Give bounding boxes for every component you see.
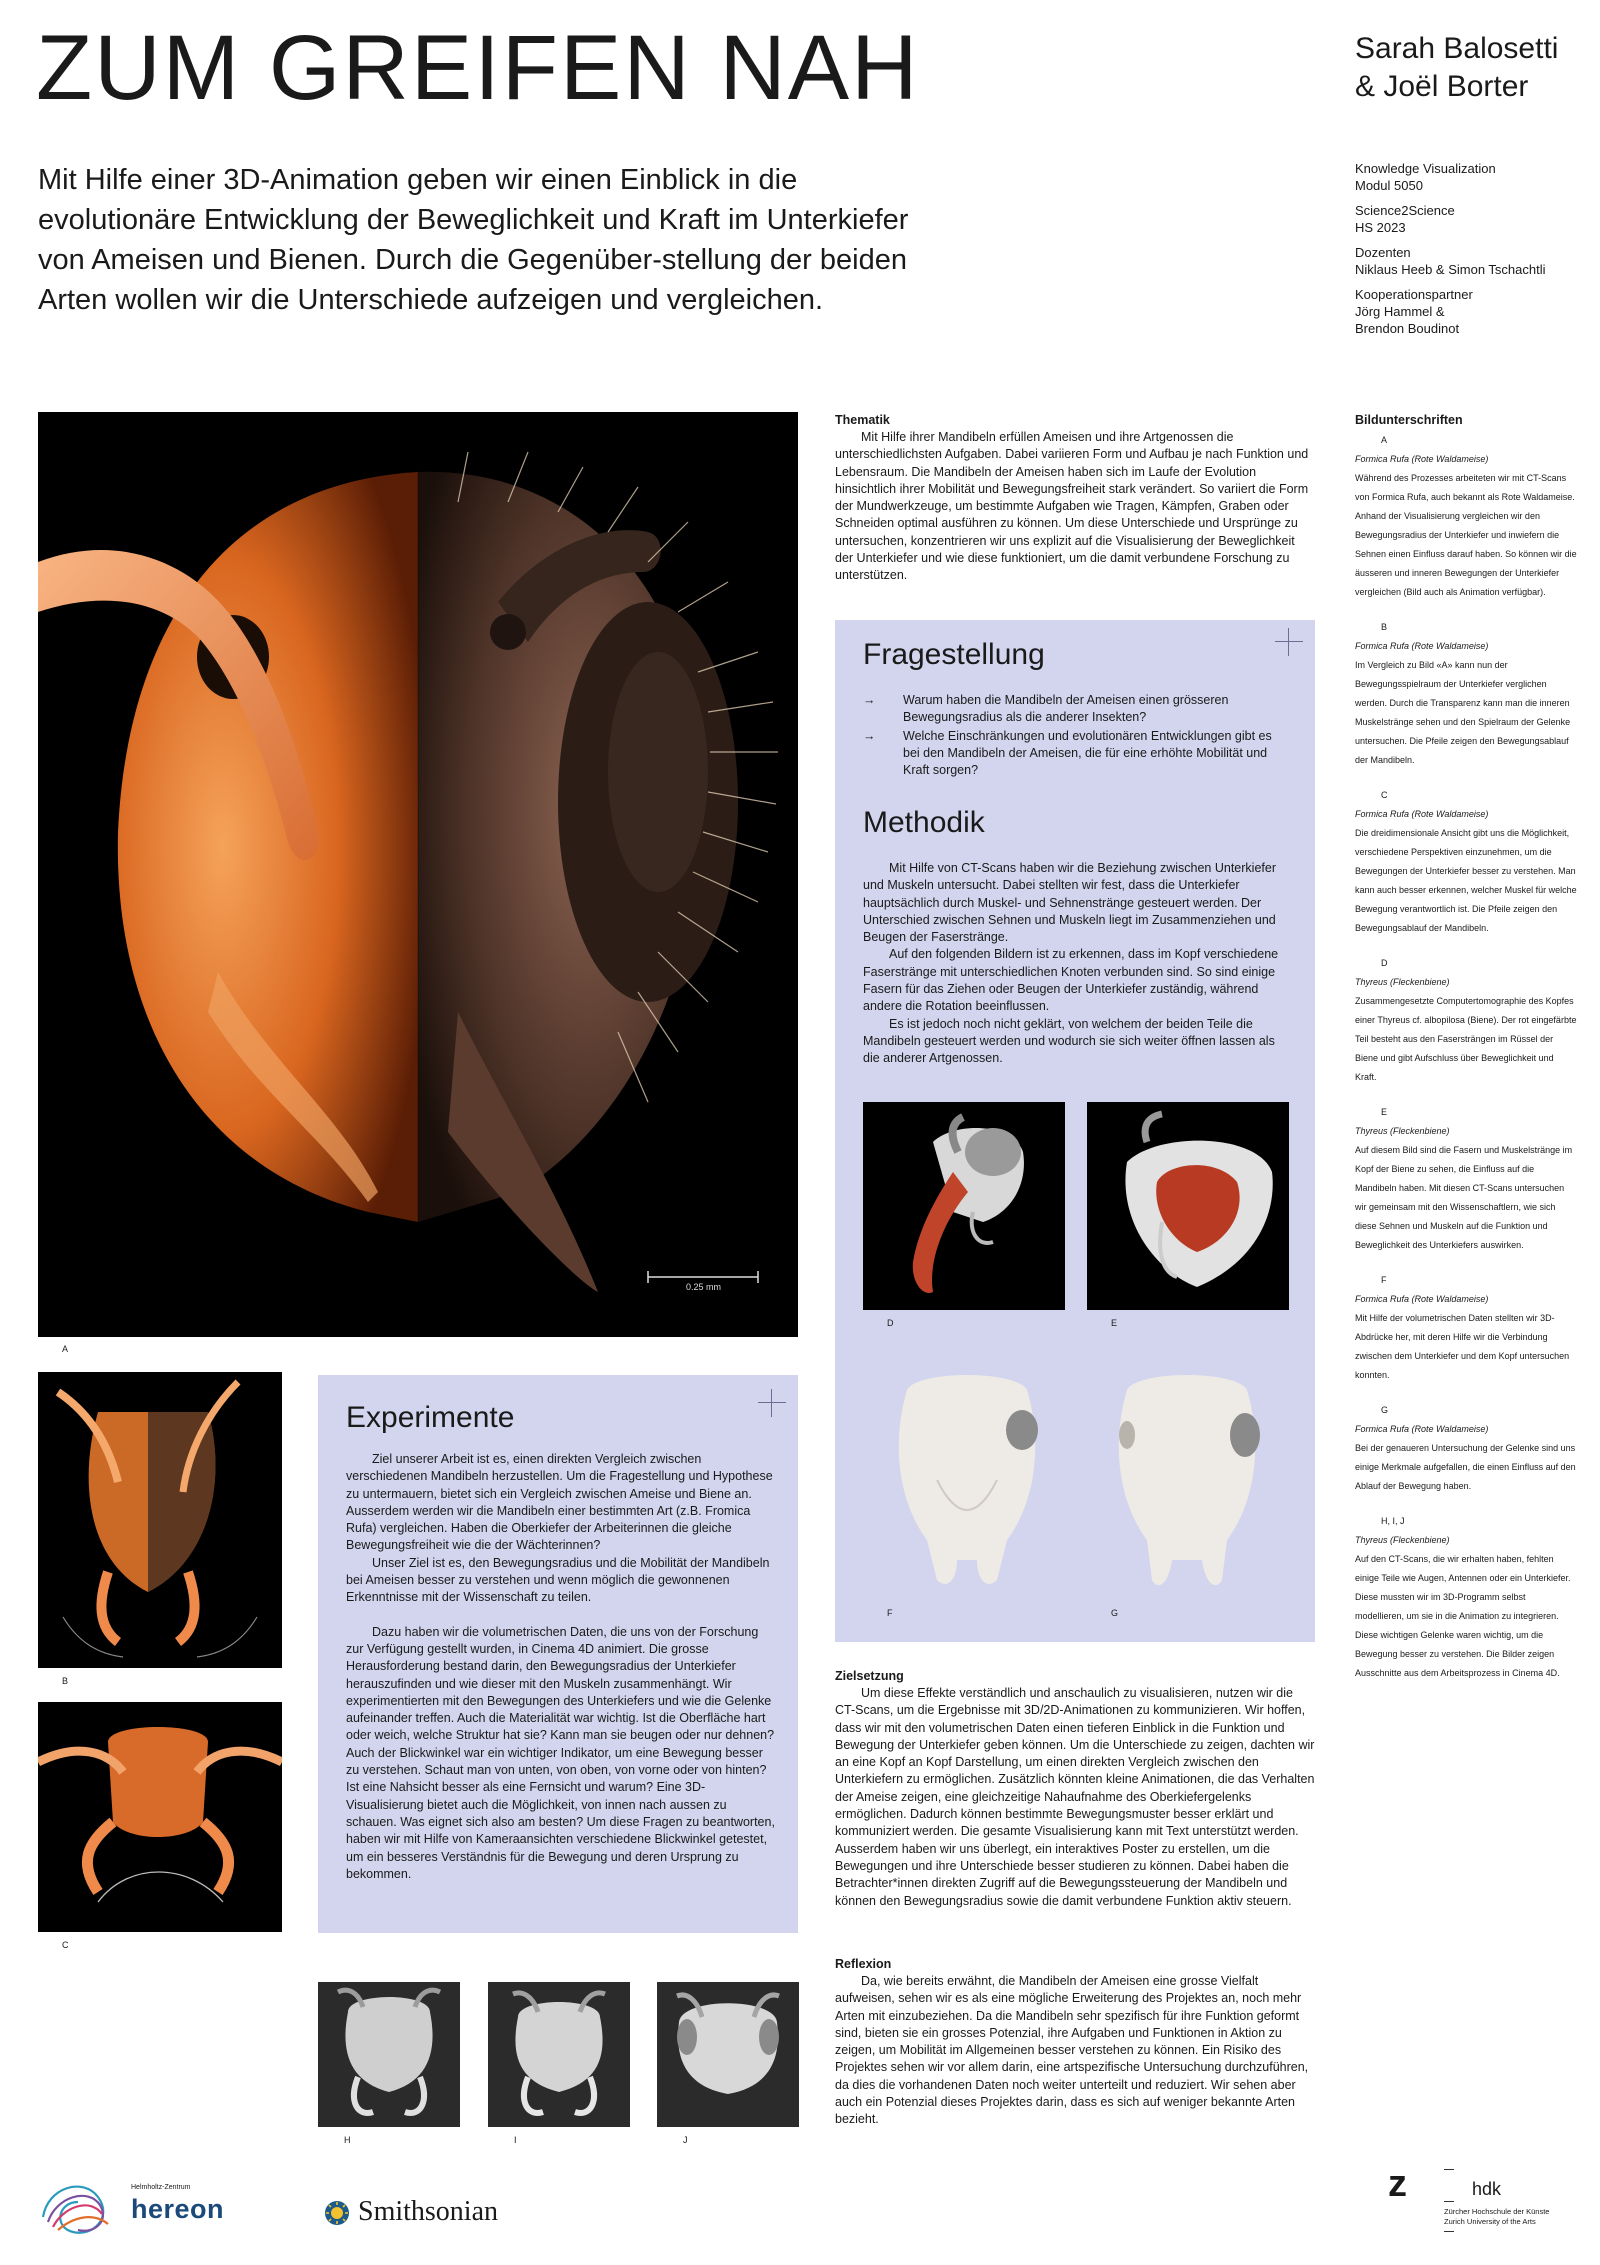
legend-letter: E <box>1381 1107 1388 1117</box>
fragestellung-item: → Welche Einschränkungen und evolutionären Entwicklungen gibt es bei den Mandibeln der Ameisen, die für eine erhöhte Mobilität und Kraft sorgen? <box>863 729 1272 777</box>
meta-program: Science2Science HS 2023 <box>1355 203 1455 235</box>
legend-item <box>1355 1103 1577 1255</box>
legend-letter: A <box>1381 435 1388 445</box>
hereon-wordmark: hereon <box>131 2194 225 2224</box>
arrow-right-icon: → <box>863 693 876 707</box>
figure-j-bee-head <box>657 1982 799 2127</box>
hereon-wave-icon <box>38 2172 138 2244</box>
ct-scan-d-illustration <box>863 1102 1065 1310</box>
legend-item <box>1355 1401 1577 1496</box>
figure-b-label: B <box>62 1676 69 1686</box>
bee-head-render-j <box>657 1982 799 2127</box>
course-meta <box>1355 160 1585 345</box>
fragestellung-methodik-panel <box>835 620 1315 1642</box>
methodik-body <box>863 860 1283 1068</box>
legend-item <box>1355 954 1577 1087</box>
experimente-p3: Dazu haben wir die volumetrischen Daten, die uns von der Forschung zur Verfügung gestellt wurden, in Cinema 4D animiert. Die grosse Herausforderung bestand darin, den Bewegungsradius der Unterkiefer herauszufinden und wie dieser mit den Muskeln zusammenhängt. Wir experimentierten mit den Bewegungen des Unterkiefers und wie die Gelenke aufeinander treffen. Auch die Materialität war wichtig. Ist die Oberfläche hart oder weich, welche Struktur hat sie? Kann man sie beugen oder nur dehnen? Auch der Blickwinkel war ein wichtiger Indikator, um eine Bewegung besser zu verstehen. Schaut man von unten, von oben, von vorne oder von hinten? Ist eine Nahsicht besser als eine Fernsicht und warum? Eine 3D-Visualisierung bietet auch die Möglichkeit, von innen nach aussen zu schauen. Was eignet sich also am besten? Um diese Fragen zu beantworten, haben wir mit Hilfe von Kameraansichten verschiedene Blickwinkel getestet, um ein besseres Verständnis für die Bewegung und deren Ursprung zu bekommen. <box>346 1624 775 1881</box>
legend-species: Formica Rufa (Rote Waldameise) <box>1355 809 1489 819</box>
thematik-text: Mit Hilfe ihrer Mandibeln erfüllen Ameisen und ihre Artgenossen die unterschiedlichsten Aufgaben. Dabei variieren Form und Aufbau je nach Funktion und Lebensraum. Die Mandibeln der Ameisen haben sich im Laufe der Evolution hinsichtlich ihrer Mobilität und Bewegungsfreiheit stark verändert. So variiert die Form der Mundwerkzeuge, um bestimmte Aufgaben wie Tragen, Kämpfen, Graben oder Schneiden optimal ausführen zu können. Um diese Unterschiede und Ursprünge zu untersuchen, konzentrieren wir uns explizit auf die Visualisierung der Beweglichkeit der Unterkiefer und wie diese funktioniert, um die damit verbundene Forschung zu unterstützen. <box>835 430 1309 583</box>
zhdk-logo <box>1388 2165 1588 2245</box>
zielsetzung-text: Um diese Effekte verständlich und anschaulich zu visualisieren, nutzen wir die CT-Scans, um die Ergebnisse mit 3D/2D-Animationen zu kommunizieren. Wir hoffen, dass wir mit den volumetrischen Daten einen tieferen Einblick in die Funktion und Bewegung der Unterkiefer geben können. Um die Unterschiede zu zeigen, dachten wir an eine Kopf an Kopf Darstellung, um einen direkten Vergleich zwischen den Unterkiefern zu ermöglichen. Zusätzlich könnten kleine Animationen, die das Verhalten der Ameise zeigen, eine gleichzeitige Nahaufnahme des Oberkiefergelenks ermöglichen. Dadurch können bestimmte Bewegungsmuster besser erklärt und kommuniziert werden. Die gesamte Visualisierung kann mit Text unterstützt werden. Ausserdem haben wir uns überlegt, ein interaktives Poster zu erstellen, um die Bewegungen und ihre Unterschiede besser studieren zu können. Dabei haben die Betrachter*innen direkten Zugriff auf die Bewegungssteuerung der Mandibeln und können den Bewegungsradius sowie die damit verbundene Funktion aktiv steuern. <box>835 1686 1315 1908</box>
divider <box>1444 2231 1454 2232</box>
legend-list <box>1355 431 1577 1683</box>
scale-bar-label: 0.25 mm <box>686 1282 722 1292</box>
divider <box>1444 2201 1454 2202</box>
ant-bee-head-illustration <box>38 412 798 1337</box>
legend-text: Im Vergleich zu Bild «A» kann nun der Bewegungsspielraum der Unterkiefer verglichen werden. Durch die Transparenz kann man die inneren Muskelstränge sehen und den Spielraum der Gelenke untersuchen. Die Pfeile zeigen den Bewegungsablauf der Mandibeln. <box>1355 660 1571 765</box>
legend-item <box>1355 618 1577 770</box>
bee-head-render-h <box>318 1982 460 2127</box>
reflexion-section <box>835 1956 1315 2129</box>
legend-letter: B <box>1381 622 1388 632</box>
3d-print-f-illustration <box>877 1360 1057 1600</box>
smithsonian-logo <box>318 2178 538 2238</box>
zhdk-z: z <box>1388 2163 1407 2205</box>
fragestellung-list <box>863 692 1283 781</box>
figure-h-label: H <box>344 2135 351 2145</box>
legend-text: Zusammengesetzte Computertomographie des Kopfes einer Thyreus cf. albopilosa (Biene). Der rot eingefärbte Teil besteht aus den Fasersträngen im Rüssel der Biene und gibt Aufschluss über Beweglichkeit und Kraft. <box>1355 996 1577 1082</box>
meta-partners: Kooperationspartner Jörg Hammel & Brendon Boudinot <box>1355 287 1473 336</box>
legend-species: Thyreus (Fleckenbiene) <box>1355 1535 1450 1545</box>
legend-item <box>1355 1271 1577 1385</box>
legend-letter: G <box>1381 1405 1389 1415</box>
bildunterschriften-section <box>1355 412 1577 1699</box>
figure-d-label: D <box>887 1318 894 1328</box>
figure-i-bee-head <box>488 1982 630 2127</box>
legend-text: Während des Prozesses arbeiteten wir mit CT-Scans von Formica Rufa, auch bekannt als Rote Waldameise. Anhand der Visualisierung vergleichen wir den Bewegungsradius der Unterkiefer und inwiefern die Sehnen einen Einfluss darauf haben. So können wir die äusseren und inneren Bewegungen der Unterkiefer vergleichen (Bild auch als Animation verfügbar). <box>1355 473 1577 597</box>
legend-item <box>1355 1512 1577 1683</box>
fragestellung-item: → Warum haben die Mandibeln der Ameisen einen grösseren Bewegungsradius als die anderer Insekten? <box>863 693 1229 724</box>
experimente-heading: Experimente <box>346 1401 515 1434</box>
legend-species: Thyreus (Fleckenbiene) <box>1355 1126 1450 1136</box>
figure-f-label: F <box>887 1608 893 1618</box>
figure-h-bee-head <box>318 1982 460 2127</box>
bee-head-render-i <box>488 1982 630 2127</box>
reflexion-heading: Reflexion <box>835 1957 892 1971</box>
divider <box>1444 2169 1454 2170</box>
figure-c-ant-front <box>38 1702 282 1932</box>
figure-e-label: E <box>1111 1318 1118 1328</box>
meta-course: Knowledge Visualization Modul 5050 <box>1355 161 1496 193</box>
legend-text: Auf diesem Bild sind die Fasern und Muskelstränge im Kopf der Biene zu sehen, die Einfluss auf die Mandibeln haben. Mit diesen CT-Scans untersuchen wir gemeinsam mit den Wissenschaftlern, wie sich diese Sehnen und Muskeln auf die Funktion und Beweglichkeit des Unterkiefers auswirken. <box>1355 1145 1573 1250</box>
methodik-heading: Methodik <box>863 806 985 839</box>
authors <box>1355 30 1558 106</box>
figure-a-ant-bee-head <box>38 412 798 1337</box>
experimente-p2: Unser Ziel ist es, den Bewegungsradius und die Mobilität der Mandibeln bei Ameisen besser zu verstehen und wenn möglich die gewonnenen Erkenntnisse mit der Wissenschaft zu teilen. <box>346 1555 770 1605</box>
figure-e-ct-scan <box>1087 1102 1289 1310</box>
hereon-logo <box>38 2172 223 2244</box>
legend-letter: H, I, J <box>1381 1516 1405 1526</box>
legend-species: Formica Rufa (Rote Waldameise) <box>1355 454 1489 464</box>
experimente-p1: Ziel unserer Arbeit ist es, einen direkten Vergleich zwischen verschiedenen Mandibeln herzustellen. Um die Fragestellung und Hypothese zu untermauern, bietet sich ein Vergleich zwischen Ameise und Biene an. Ausserdem werden wir die Mandibeln einer bestimmten Art (z.B. Fromica Rufa) vergleichen. Haben die Oberkiefer der Arbeiterinnen die gleiche Bewegungsfreiheit wie die der Wächterinnen? <box>346 1452 773 1553</box>
meta-lecturers: Dozenten Niklaus Heeb & Simon Tschachtli <box>1355 245 1546 277</box>
legend-item <box>1355 786 1577 938</box>
legend-text: Bei der genaueren Untersuchung der Gelenke sind uns einige Merkmale aufgefallen, die einen Einfluss auf den Ablauf der Bewegung haben. <box>1355 1443 1576 1491</box>
zhdk-hdk: hdk <box>1472 2179 1502 2199</box>
plus-icon <box>758 1389 786 1417</box>
smithsonian-wordmark: Smithsonian <box>358 2196 499 2227</box>
poster-title: ZUM GREIFEN NAH <box>36 17 920 119</box>
intro-text: Mit Hilfe einer 3D-Animation geben wir einen Einblick in die evolutionäre Entwicklung der Beweglichkeit und Kraft im Unterkiefer von Ameisen und Bienen. Durch die Gegenüber-stellung der beiden Arten wollen wir die Unterschiede aufzeigen und vergleichen. <box>38 164 909 316</box>
fragestellung-heading: Fragestellung <box>863 638 1045 671</box>
experimente-body <box>346 1451 776 1883</box>
author-2: & Joël Borter <box>1355 70 1529 103</box>
zhdk-name: Zürcher Hochschule der Künste Zurich University of the Arts <box>1444 2207 1550 2226</box>
reflexion-text: Da, wie bereits erwähnt, die Mandibeln der Ameisen eine grosse Vielfalt aufweisen, sehen wir es als eine mögliche Erweiterung des Projektes an, noch mehr Arten mit einzubeziehen. Da die Mandibeln sehr spezifisch für ihre Funktion geformt sind, bieten sie ein grosses Potenzial, ihre Aufgaben und Funktionen in Aktion zu zeigen, um Mobilität im Allgemeinen besser verstehen zu können. Ein Risiko des Projektes sehen wir vor allem darin, eine artspezifische Untersuchung durchzuführen, da dies die vorhandenen Daten noch weiter unterteilt und reduziert. Wir sehen aber auch ein Potenzial dieses Projektes darin, dass es sich auf weniger bekannte Arten bezieht. <box>835 1974 1309 2127</box>
ant-front-illustration <box>38 1702 282 1932</box>
figure-d-ct-scan <box>863 1102 1065 1310</box>
zielsetzung-section <box>835 1668 1315 1910</box>
figure-b-ant-transparent <box>38 1372 282 1668</box>
zielsetzung-heading: Zielsetzung <box>835 1669 904 1683</box>
legend-species: Thyreus (Fleckenbiene) <box>1355 977 1450 987</box>
plus-icon <box>1275 628 1303 656</box>
legend-letter: C <box>1381 790 1388 800</box>
figure-j-label: J <box>683 2135 688 2145</box>
figure-c-label: C <box>62 1940 69 1950</box>
methodik-p3: Es ist jedoch noch nicht geklärt, von welchem der beiden Teile die Mandibeln gesteuert werden und wodurch sie sich weiter öffnen lassen als die anderer Artgenossen. <box>863 1016 1275 1066</box>
arrow-right-icon: → <box>863 729 876 743</box>
3d-print-g-illustration <box>1097 1360 1277 1600</box>
legend-species: Formica Rufa (Rote Waldameise) <box>1355 641 1489 651</box>
legend-text: Die dreidimensionale Ansicht gibt uns die Möglichkeit, verschiedene Perspektiven einzunehmen, um die Bewegungen der Unterkiefer besser zu verstehen. Man kann auch besser erkennen, welcher Muskel für welche Bewegung verantwortlich ist. Die Pfeile zeigen den Bewegungsablauf der Mandibeln. <box>1355 828 1577 933</box>
figure-a-label: A <box>62 1344 69 1354</box>
figure-i-label: I <box>514 2135 517 2145</box>
sun-icon <box>324 2200 350 2226</box>
figure-f-3d-print <box>877 1360 1057 1600</box>
legend-letter: F <box>1381 1275 1387 1285</box>
hereon-subtitle: Helmholtz-Zentrum <box>131 2184 191 2191</box>
legend-species: Formica Rufa (Rote Waldameise) <box>1355 1294 1489 1304</box>
legend-text: Auf den CT-Scans, die wir erhalten haben, fehlten einige Teile wie Augen, Antennen oder ein Unterkiefer. Diese mussten wir im 3D-Programm selbst modellieren, um sie in die Animation zu integrieren. Diese wichtigen Gelenke waren wichtig, um die Bewegung besser zu verstehen. Die Bilder zeigen Ausschnitte aus dem Arbeitsprozess in Cinema 4D. <box>1355 1554 1571 1678</box>
figure-g-label: G <box>1111 1608 1119 1618</box>
legend-text: Mit Hilfe der volumetrischen Daten stellten wir 3D-Abdrücke her, mit deren Hilfe wir die Verbindung zwischen dem Unterkiefer und dem Kopf untersuchen konnten. <box>1355 1313 1570 1380</box>
author-1: Sarah Balosetti <box>1355 32 1559 65</box>
thematik-section <box>835 412 1315 585</box>
legend-letter: D <box>1381 958 1388 968</box>
ant-transparent-illustration <box>38 1372 282 1668</box>
ct-scan-e-illustration <box>1087 1102 1289 1310</box>
legend-item <box>1355 431 1577 602</box>
experimente-panel <box>318 1375 798 1933</box>
figure-g-3d-print <box>1097 1360 1277 1600</box>
bildunterschriften-heading: Bildunterschriften <box>1355 413 1463 427</box>
thematik-heading: Thematik <box>835 413 890 427</box>
methodik-p1: Mit Hilfe von CT-Scans haben wir die Beziehung zwischen Unterkiefer und Muskeln untersucht. Dabei stellten wir fest, dass die Unterkiefer hauptsächlich durch Muskel- und Sehnenstränge gesteuert werden. Der Unterschied zwischen Sehnen und Muskeln liegt im Zusammenziehen und Beugen der Faserstränge. <box>863 861 1276 945</box>
methodik-p2: Auf den folgenden Bildern ist zu erkennen, dass im Kopf verschiedene Faserstränge mit unterschiedlichen Knoten verbunden sind. So sind einige Fasern für das Ziehen oder Beugen der Unterkiefer zuständig, während andere die Rotation beeinflussen. <box>863 947 1279 1014</box>
legend-species: Formica Rufa (Rote Waldameise) <box>1355 1424 1489 1434</box>
